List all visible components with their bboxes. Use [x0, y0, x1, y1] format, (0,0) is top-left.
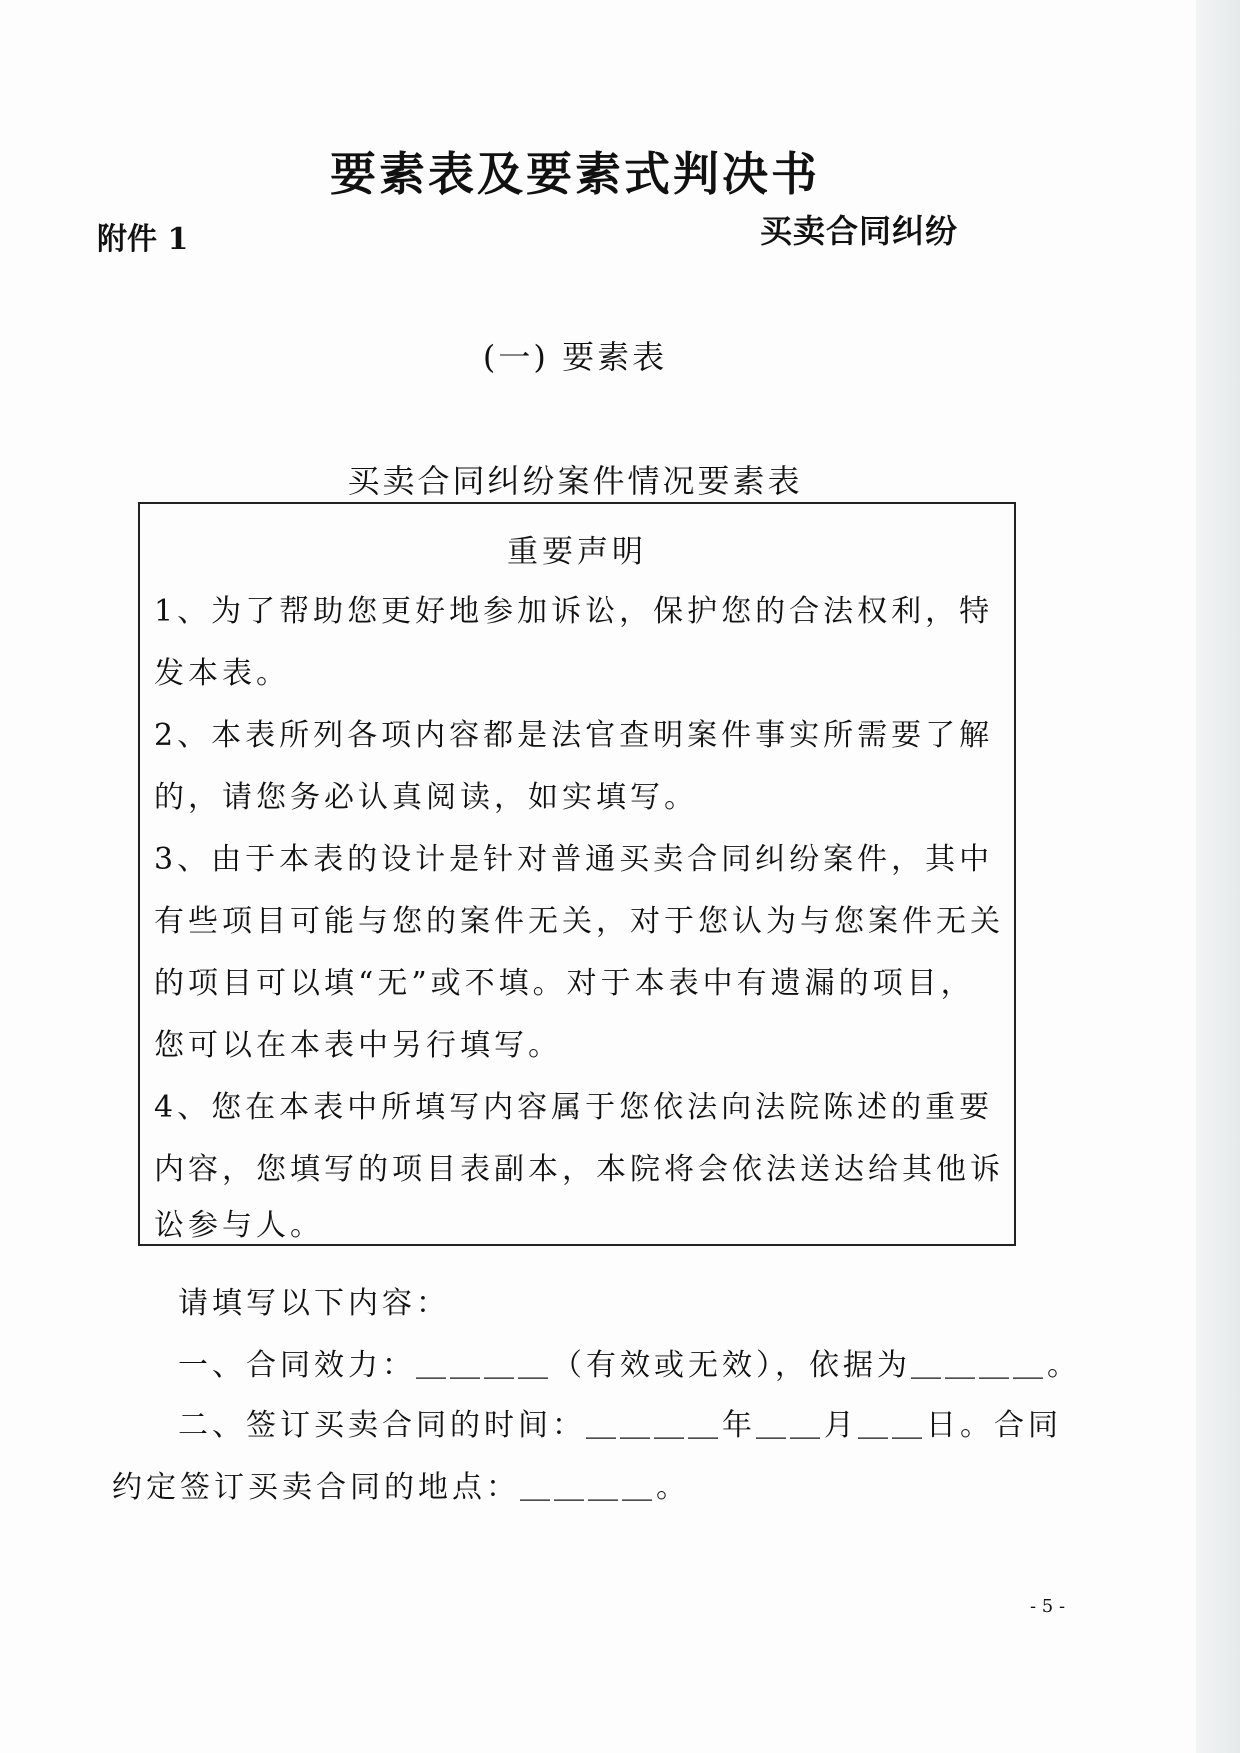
attachment-label: 附件 1: [97, 222, 189, 257]
notice-line: 1、为了帮助您更好地参加诉讼，保护您的合法权利，特: [154, 594, 994, 629]
notice-line: 4、您在本表中所填写内容属于您依法向法院陈述的重要: [154, 1090, 994, 1125]
form-item-signing-place: 约定签订买卖合同的地点：＿＿＿＿。: [112, 1470, 690, 1505]
table-title: 买卖合同纠纷案件情况要素表: [347, 462, 803, 500]
form-item-contract-validity: 一、合同效力：＿＿＿＿（有效或无效），依据为＿＿＿＿。: [178, 1348, 1081, 1383]
form-intro: 请填写以下内容：: [178, 1286, 450, 1321]
notice-line: 有些项目可能与您的案件无关，对于您认为与您案件无关: [154, 904, 1004, 939]
notice-line: 3、由于本表的设计是针对普通买卖合同纠纷案件，其中: [154, 842, 994, 877]
notice-heading: 重要声明: [507, 534, 647, 570]
notice-line: 发本表。: [154, 656, 290, 691]
document-title: 要素表及要素式判决书: [330, 147, 820, 201]
notice-line: 的，请您务必认真阅读，如实填写。: [154, 780, 698, 815]
notice-line: 的项目可以填“无”或不填。对于本表中有遗漏的项目，: [154, 966, 975, 1001]
notice-line: 您可以在本表中另行填写。: [154, 1028, 562, 1063]
scan-edge-shadow: [1196, 0, 1240, 1753]
notice-line: 讼参与人。: [154, 1208, 324, 1243]
page-number: - 5 -: [1030, 1596, 1066, 1617]
notice-line: 2、本表所列各项内容都是法官查明案件事实所需要了解: [154, 718, 994, 753]
notice-box: [138, 502, 1016, 1246]
case-category: 买卖合同纠纷: [760, 212, 959, 250]
section-title: (一) 要素表: [482, 338, 668, 376]
notice-line: 内容，您填写的项目表副本，本院将会依法送达给其他诉: [154, 1152, 1004, 1187]
form-item-signing-time: 二、签订买卖合同的时间：＿＿＿＿年＿＿月＿＿日。合同: [178, 1408, 1062, 1443]
